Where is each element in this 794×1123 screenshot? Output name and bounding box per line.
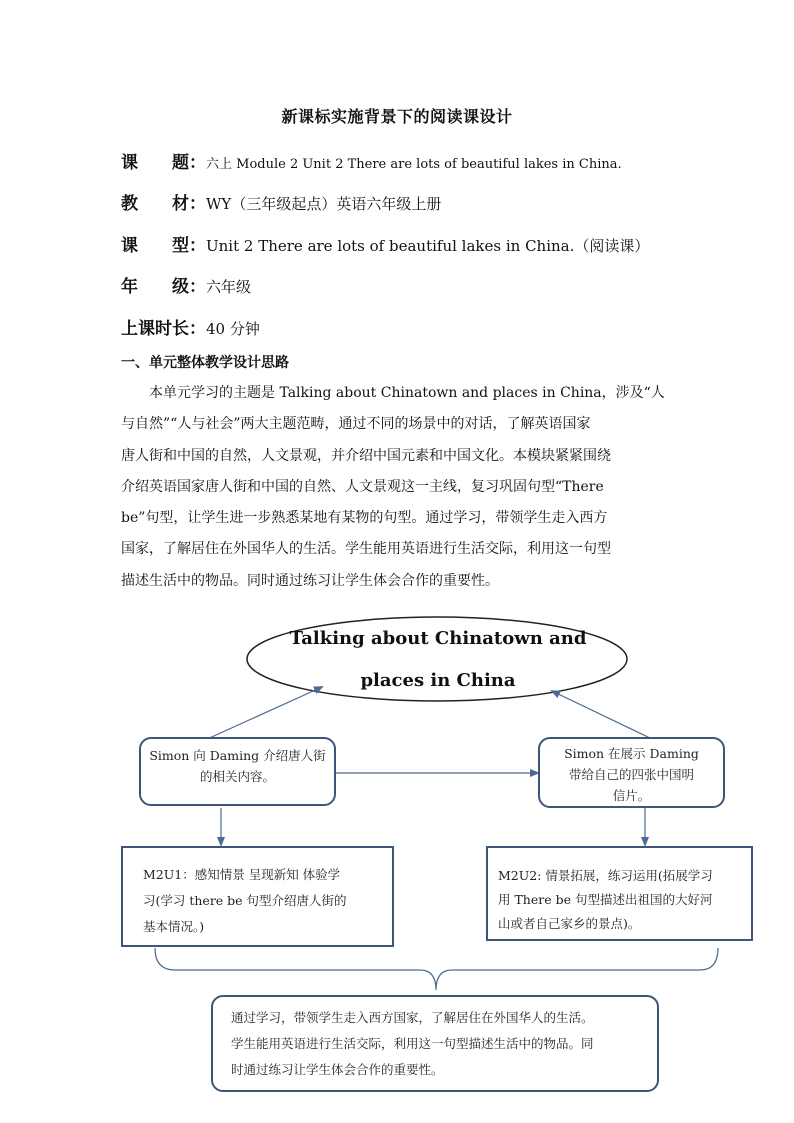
arrow-right-box-to-ellipse xyxy=(552,691,650,738)
box-line: Simon 向 Daming 介绍唐人街 xyxy=(149,748,326,763)
ellipse-line-1: Talking about Chinatown and xyxy=(289,628,587,649)
box-line: M2U1：感知情景 呈现新知 体验学 xyxy=(143,867,341,882)
paragraph-line: 唐人街和中国的自然，人文景观，并介绍中国元素和中国文化。本模块紧紧围绕 xyxy=(121,447,611,464)
paragraph-line: 国家，了解居住在外国华人的生活。学生能用英语进行生活交际，利用这一句型 xyxy=(121,541,611,558)
meta-value: WY（三年级起点）英语六年级上册 xyxy=(206,195,442,213)
summary-box xyxy=(211,995,659,1092)
meta-value: Unit 2 There are lots of beautiful lakes in China.（阅读课） xyxy=(206,237,650,255)
meta-value: 六年级 xyxy=(206,278,252,296)
document-title: 新课标实施背景下的阅读课设计 xyxy=(281,107,513,126)
paragraph-line: 介绍英语国家唐人街和中国的自然、人文景观这一主线，复习巩固句型“There xyxy=(121,478,604,495)
paragraph-line: 描述生活中的物品。同时通过练习让学生体会合作的重要性。 xyxy=(121,572,499,589)
box-line: 学生能用英语进行生活交际，利用这一句型描述生活中的物品。同 xyxy=(231,1036,594,1051)
ellipse-line-2: places in China xyxy=(360,670,516,691)
paragraph-line: 本单元学习的主题是 Talking about Chinatown and places in China，涉及“人 xyxy=(149,385,665,401)
right-bottom-box xyxy=(486,846,753,941)
left-bottom-box xyxy=(121,846,394,947)
arrow-left-box-to-ellipse xyxy=(205,687,322,740)
box-line: 的相关内容。 xyxy=(199,769,275,784)
box-line: 通过学习，带领学生走入西方国家，了解居住在外国华人的生活。 xyxy=(231,1010,594,1025)
meta-label: 课 型： xyxy=(121,236,206,256)
paragraph-line: be”句型，让学生进一步熟悉某地有某物的句型。通过学习，带领学生走入西方 xyxy=(121,510,608,527)
box-line: 基本情况。) xyxy=(143,919,205,934)
summary-brace xyxy=(155,948,718,990)
meta-label: 教 材： xyxy=(121,194,206,214)
box-line: 时通过练习让学生体会合作的重要性。 xyxy=(231,1062,444,1077)
box-line: 习(学习 there be 句型介绍唐人街的 xyxy=(143,893,347,908)
meta-label: 年 级： xyxy=(121,277,206,297)
meta-label: 上课时长： xyxy=(121,319,206,339)
section-title: 一、单元整体教学设计思路 xyxy=(121,355,289,371)
paragraph-line: 与自然”“人与社会”两大主题范畴，通过不同的场景中的对话，了解英语国家 xyxy=(121,416,591,433)
meta-label: 课 题： xyxy=(121,153,206,173)
meta-value: 40 分钟 xyxy=(206,320,260,338)
meta-value: 六上 Module 2 Unit 2 There are lots of beautiful lakes in China. xyxy=(206,157,622,172)
box-line: 用 There be 句型描述出祖国的大好河 xyxy=(498,892,713,907)
box-line: Simon 在展示 Daming xyxy=(564,746,699,761)
box-line: 带给自己的四张中国明 xyxy=(568,767,694,782)
box-line: 信片。 xyxy=(612,788,651,803)
box-line: M2U2: 情景拓展，练习运用(拓展学习 xyxy=(498,868,713,883)
right-top-box xyxy=(538,737,725,808)
left-top-box xyxy=(139,737,336,806)
box-line: 山或者自己家乡的景点)。 xyxy=(498,916,641,931)
